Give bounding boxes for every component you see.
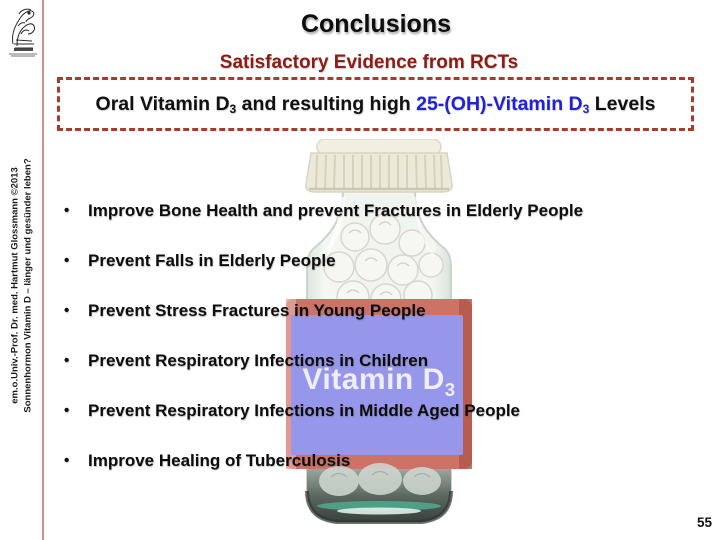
bullet-item	[64, 250, 710, 271]
bullet-list	[64, 200, 710, 500]
credit-line-2: Sonnenhormon Vitamin D – länger und gesünder leben?	[22, 157, 33, 413]
bullet-icon: •	[64, 452, 70, 469]
bullet-item	[64, 450, 710, 471]
evidence-text-black-3: Levels	[589, 92, 656, 115]
bullet-item	[64, 300, 710, 321]
evidence-box-text	[96, 93, 656, 116]
bullet-icon: •	[64, 352, 70, 369]
slide-title: Conclusions	[300, 10, 451, 38]
bullet-text: Prevent Falls in Elderly People	[88, 251, 336, 270]
evidence-text-black-2: and resulting high	[236, 92, 417, 115]
bullet-icon: •	[64, 252, 70, 269]
evidence-box	[57, 77, 694, 131]
bullet-text: Prevent Respiratory Infections in Middle Aged People	[88, 401, 521, 420]
credit-text	[10, 158, 35, 412]
bullet-item	[64, 200, 710, 221]
bullet-icon: •	[64, 302, 70, 319]
bullet-icon: •	[64, 402, 70, 419]
page-number: 55	[696, 515, 712, 530]
evidence-sub-blue: 3	[582, 101, 590, 116]
bottle-label-text: Vitamin D	[302, 363, 445, 396]
bullet-text: Improve Healing of Tuberculosis	[88, 451, 351, 470]
evidence-text-blue: 25-(OH)-Vitamin D	[416, 92, 583, 115]
bullet-text: Prevent Stress Fractures in Young People	[88, 301, 426, 320]
evidence-sub-1: 3	[229, 101, 237, 116]
credit-line-1: em.o.Univ.-Prof. Dr. med. Hartmut Glossmann ©2013	[9, 166, 21, 404]
bullet-icon: •	[64, 202, 70, 219]
bullet-item	[64, 350, 710, 371]
evidence-text-black-1: Oral Vitamin D	[95, 92, 230, 115]
credit-text-wrap	[0, 0, 44, 540]
bullet-item	[64, 400, 710, 421]
bullet-text: Prevent Respiratory Infections in Children	[88, 351, 429, 370]
slide-subtitle: Satisfactory Evidence from RCTs	[219, 52, 519, 73]
bullet-text: Improve Bone Health and prevent Fractures in Elderly People	[88, 201, 584, 220]
bottle-label-sub: 3	[444, 378, 456, 400]
